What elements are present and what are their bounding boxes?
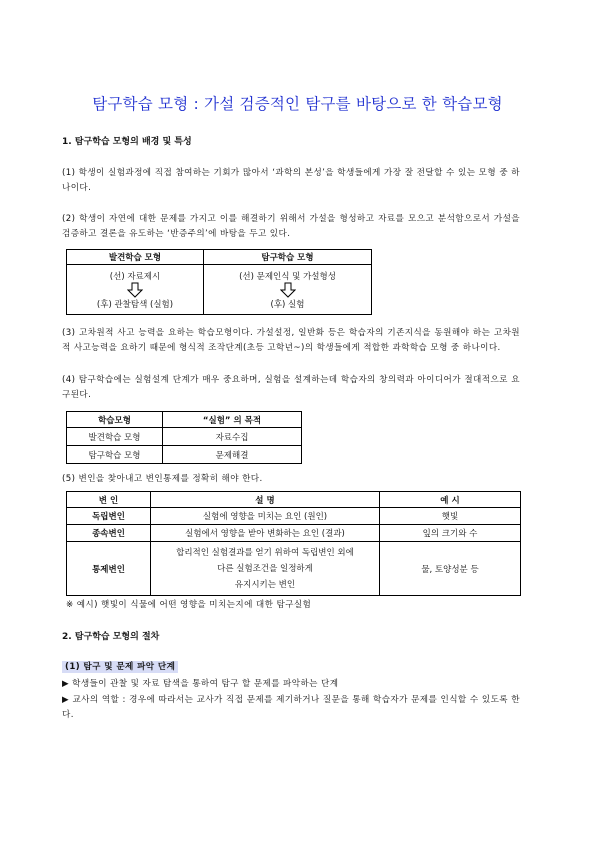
variable-example: 햇빛: [380, 508, 521, 525]
variable-name: 종속변인: [67, 525, 151, 542]
inquiry-model-cell: [204, 265, 372, 315]
variable-example: 잎의 크기와 수: [380, 525, 521, 542]
step-after: (후) 실험: [270, 299, 305, 310]
bullet-item: ▶ 학생들이 관찰 및 자료 탐색을 통하여 탐구 할 문제를 파악하는 단계: [62, 679, 339, 689]
page-title: 탐구학습 모형 : 가설 검증적인 탐구를 바탕으로 한 학습모형: [92, 95, 503, 113]
desc-line: 유지시키는 변인: [234, 579, 296, 590]
paragraph-1: (1) 학생이 실험과정에 직접 참여하는 기회가 많아서 ‘과학의 본성’을 학생들에게 가장 잘 전달할 수 있는 모형 중 하나이다.: [62, 168, 520, 193]
table-header: “실험” 의 목적: [163, 412, 302, 428]
desc-line: 다른 실험조건을 일정하게: [217, 563, 313, 574]
table-cell: 자료수집: [163, 428, 302, 446]
model-comparison-table: [66, 249, 372, 315]
table-cell: 탐구학습 모형: [67, 446, 163, 464]
discovery-model-cell: [67, 265, 204, 315]
table-header: 발견학습 모형: [67, 250, 204, 265]
desc-line: 합리적인 실험결과를 얻기 위하여 독립변인 외에: [176, 547, 354, 558]
table-cell: 발견학습 모형: [67, 428, 163, 446]
table-cell: 문제해결: [163, 446, 302, 464]
variable-example: 물, 토양성분 등: [380, 542, 521, 596]
variable-desc: [151, 542, 380, 596]
table-header: 탐구학습 모형: [204, 250, 372, 265]
paragraph-5: (5) 변인을 찾아내고 변인통제를 정확히 해야 한다.: [62, 474, 263, 484]
variable-name: 통제변인: [67, 542, 151, 596]
table-header: 학습모형: [67, 412, 163, 428]
variables-table: [66, 491, 521, 596]
table-header: 설 명: [151, 492, 380, 508]
section-heading-background: 1. 탐구학습 모형의 배경 및 특성: [62, 137, 192, 147]
paragraph-2: (2) 학생이 자연에 대한 문제를 가지고 이를 해결하기 위해서 가설을 형성하고 자료를 모으고 분석함으로서 가설을 검증하고 결론을 유도하는 ‘반증주의’에 바탕을 두고 있다.: [62, 214, 520, 239]
step-label: [62, 660, 520, 675]
step-label-text: (1) 탐구 및 문제 파악 단계: [62, 661, 178, 673]
arrow-down-icon: [127, 282, 143, 298]
section-heading-procedure: 2. 탐구학습 모형의 절차: [62, 632, 160, 642]
bullet-item: ▶ 교사의 역할 : 경우에 따라서는 교사가 직접 문제를 제기하거나 질문을 통해 학습자가 문제를 인식할 수 있도록 한다.: [62, 695, 520, 720]
variable-name: 독립변인: [67, 508, 151, 525]
table-header: 변 인: [67, 492, 151, 508]
variable-desc: 실험에서 영향을 받아 변화하는 요인 (결과): [151, 525, 380, 542]
variable-desc: 실험에 영향을 미치는 요인 (원인): [151, 508, 380, 525]
paragraph-3: (3) 고차원적 사고 능력을 요하는 학습모형이다. 가설설정, 일반화 등은 학습자의 기존지식을 동원해야 하는 고차원적 사고능력을 요하기 때문에 형식적 조작단계(초등 고학년~)의 학생들에게 적합한 과학학습 모형 중 하나이다.: [62, 328, 520, 353]
table-header: 예 시: [380, 492, 521, 508]
step-before: (선) 문제인식 및 가설형성: [239, 271, 336, 282]
experiment-purpose-table: [66, 411, 302, 464]
step-before: (선) 자료제시: [109, 271, 161, 282]
paragraph-4: (4) 탐구학습에는 실험설계 단계가 매우 중요하며, 실험을 설계하는데 학습자의 창의력과 아이디어가 절대적으로 요구된다.: [62, 375, 520, 400]
arrow-down-icon: [280, 282, 296, 298]
step-after: (후) 관찰탐색 (실험): [96, 299, 174, 310]
example-note: ※ 예시) 햇빛이 식물에 어떤 영향을 미치는지에 대한 탐구실험: [66, 600, 312, 610]
